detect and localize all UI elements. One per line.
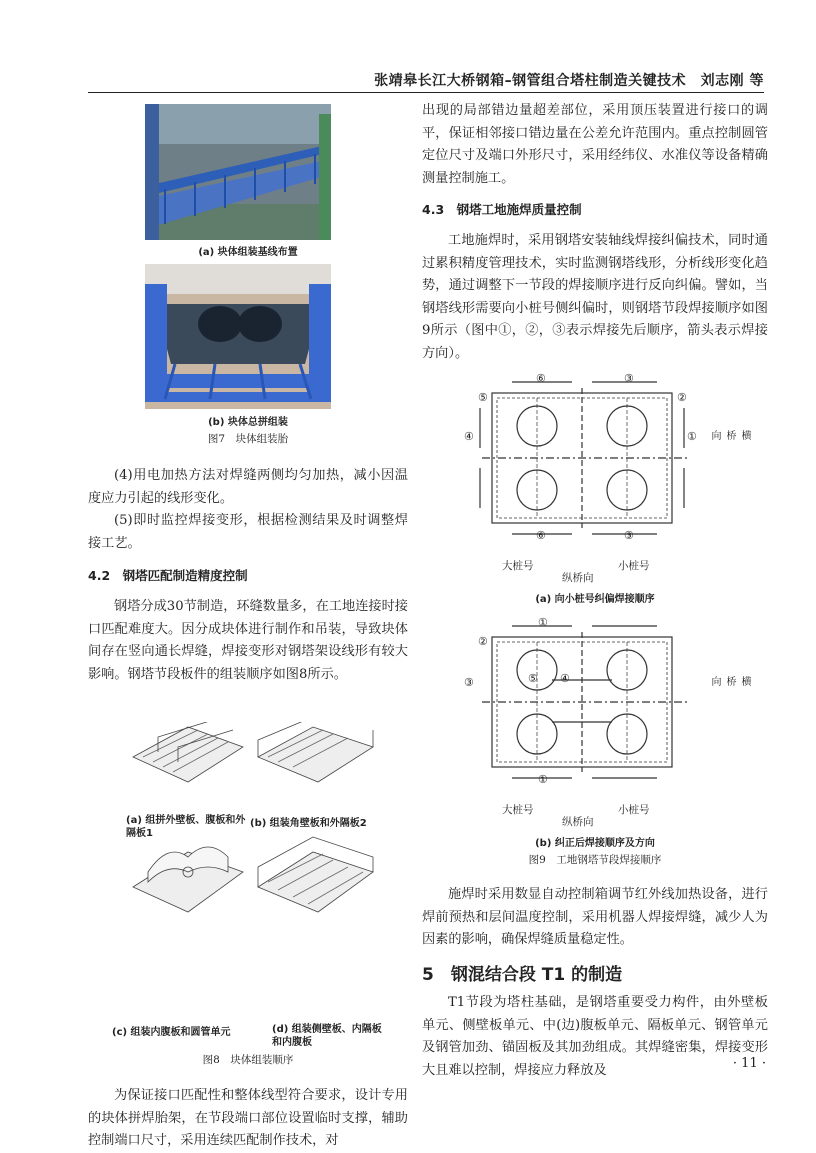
fig8b-subcaption: (b) 组装角壁板和外隔板2 — [250, 818, 367, 829]
fig9a-label-corner-5: ⑤ — [478, 391, 488, 404]
fig9a-subcaption: (a) 向小桩号纠偏焊接顺序 — [535, 594, 655, 605]
fig9a-small-pile: 小桩号 — [618, 560, 650, 572]
fig9a-transverse-label: 横桥向 — [709, 430, 750, 440]
fig9b-longitudinal: 纵桥向 — [562, 816, 594, 828]
fig9a-label-bottom-right: ③ — [624, 529, 634, 542]
fig9b-label-left-3: ③ — [464, 676, 474, 689]
block-assembly-photo-illustration — [145, 264, 331, 409]
section-4-2-heading: 4.2 钢塔匹配制造精度控制 — [88, 568, 248, 583]
para-4-2: 钢塔分成30节制造，环缝数量多，在工地连接时接口匹配难度大。因分成块体进行制作和吊装，导致块体间存在竖向通长焊缝，焊接变形对钢塔架设线形有较大影响。钢塔节段板件的组装顺序如图8所示。 — [88, 599, 408, 682]
fig9a-label-top-left: ⑥ — [536, 372, 546, 385]
assembly-baseline-photo-illustration — [145, 104, 331, 240]
fig9a-label-right-1: ① — [687, 430, 697, 443]
fig9b-label-inner-5: ⑤ — [528, 672, 538, 685]
fig9b-small-pile: 小桩号 — [618, 804, 650, 816]
para-left-end: 为保证接口匹配性和整体线型符合要求，设计专用的块体拼焊胎架，在节段端口部位设置临时支撑，辅助控制端口尺寸，采用连续匹配制作技术，对 — [88, 1088, 408, 1149]
fig9a-label-bottom-left: ⑥ — [536, 529, 546, 542]
fig9a-longitudinal: 纵桥向 — [562, 572, 594, 584]
fig8 — [128, 722, 378, 962]
fig7b-photo — [145, 264, 331, 409]
fig9b-transverse-label: 横桥向 — [709, 676, 750, 686]
fig9b-label-top: ① — [538, 616, 548, 629]
fig9a-label-top-right: ③ — [624, 372, 634, 385]
fig7b-subcaption: (b) 块体总拼组装 — [208, 417, 288, 428]
fig7a-subcaption: (a) 块体组装基线布置 — [198, 247, 298, 258]
fig9a-diagram — [462, 368, 732, 558]
fig9b-label-corner-2: ② — [478, 635, 488, 648]
fig8a-subcaption: (a) 组拼外壁板、腹板和外隔板1 — [126, 815, 246, 839]
para-weld: 施焊时采用数显自动控制箱调节红外线加热设备，进行焊前预热和层间温度控制，采用机器人焊接焊缝，减少人为因素的影响，确保焊缝质量稳定性。 — [422, 887, 768, 948]
fig9b-subcaption: (b) 纠正后焊接顺序及方向 — [535, 838, 655, 849]
block-assembly-sequence-drawings — [128, 722, 378, 962]
fig8-caption: 图8 块体组装顺序 — [202, 1054, 294, 1066]
fig8d-subcaption: (d) 组装侧壁板、内隔板和内腹板 — [272, 1024, 382, 1048]
para-right-top: 出现的局部错边量超差部位，采用顶压装置进行接口的调平，保证相邻接口错边量在公差允许范围内。重点控制圆管定位尺寸及端口外形尺寸，采用经纬仪、水准仪等设备精确测量控制施工。 — [422, 103, 768, 186]
fig9-caption: 图9 工地钢塔节段焊接顺序 — [528, 854, 662, 866]
para-item5: (5)即时监控焊接变形，根据检测结果及时调整焊接工艺。 — [88, 513, 408, 551]
para-4-3: 工地施焊时，采用钢塔安装轴线焊接纠偏技术，同时通过累积精度管理技术，实时监测钢塔线形，分析线形变化趋势，通过调整下一节段的焊接顺序进行反向纠偏。譬如，当钢塔线形需要向小桩号侧纠偏时，则钢塔节段焊接顺序如图9所示（图中①，②，③表示焊接先后顺序，箭头表示焊接方向）。 — [422, 233, 768, 361]
fig9a-big-pile: 大桩号 — [502, 560, 534, 572]
section-5-heading: 5 钢混结合段 T1 的制造 — [422, 965, 623, 985]
running-header — [88, 62, 764, 93]
fig9a-label-left-4: ④ — [464, 430, 474, 443]
fig9b-label-bottom: ① — [538, 773, 548, 786]
fig7-caption: 图7 块体组装胎 — [207, 433, 289, 445]
fig9b-big-pile: 大桩号 — [502, 804, 534, 816]
fig9a-label-corner-2: ② — [677, 391, 687, 404]
fig8c-subcaption: (c) 组装内腹板和圆管单元 — [112, 1027, 231, 1038]
page-number: · 11 · — [732, 1056, 766, 1071]
para-item4: (4)用电加热方法对焊缝两侧均匀加热，减小因温度应力引起的线形变化。 — [88, 468, 408, 506]
header-title: 张靖皋长江大桥钢箱–钢管组合塔柱制造关键技术 刘志刚 等 — [374, 73, 764, 89]
para-5: T1节段为塔柱基础，是钢塔重要受力构件，由外壁板单元、侧壁板单元、中(边)腹板单元、隔板单元、钢管单元及钢管加劲、锚固板及其加劲组成。其焊缝密集，焊接变形大且难以控制，焊接应力释放及 — [422, 995, 768, 1078]
fig9b-diagram — [462, 612, 732, 802]
section-4-3-heading: 4.3 钢塔工地施焊质量控制 — [422, 202, 582, 217]
fig7a-photo — [145, 104, 331, 240]
fig9b-label-inner-4: ④ — [560, 672, 570, 685]
